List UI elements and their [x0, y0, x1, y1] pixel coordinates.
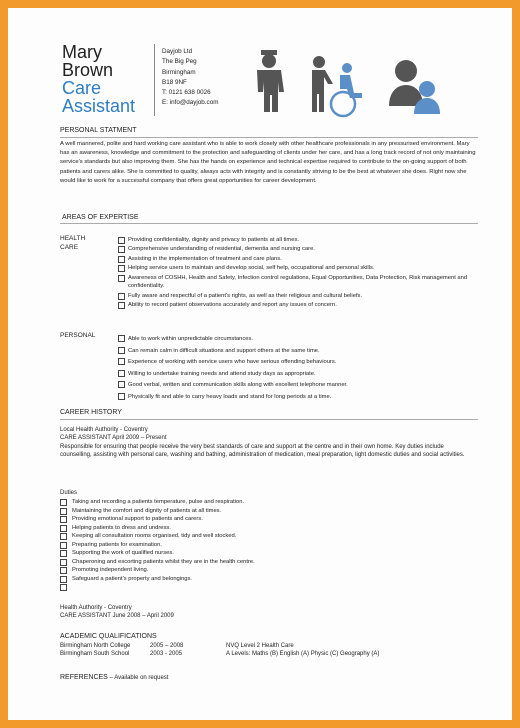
duties-list — [60, 498, 460, 591]
item-text: Helping service users to maintain and develop social, self help, occupational and personal skills. — [128, 265, 375, 272]
caregiver-wheelchair-icon — [309, 56, 367, 118]
checkbox-icon — [60, 533, 67, 540]
checkbox-icon — [118, 293, 125, 300]
item-text: Supporting the work of qualified nurses. — [72, 550, 174, 556]
personal-statement-text: A well mannered, polite and hard working care assistant who is able to work closely with other healthcare professionals in any pressurised environment. Mary has an awareness, knowledge and commitment to the protection and safeguarding of clients under her care, and has a long track record of not only maintaining service's standards but also improving them. She has the hands on experience and technical expertise required to contribute to the on-going support of both patients and carers alike. She is committed to quality, always acts with integrity and is constantly striving to be the best at whatever she does. Right now she would like to work for a successful company that offers great opportunities for career development. — [60, 141, 476, 184]
list-item — [60, 507, 460, 516]
checkbox-icon — [118, 393, 125, 400]
checkbox-icon — [60, 542, 67, 549]
checkbox-icon — [60, 559, 67, 566]
personal-label: PERSONAL — [60, 332, 96, 339]
checkbox-icon — [118, 246, 125, 253]
checkbox-icon — [60, 525, 67, 532]
item-text: Awareness of COSHH, Health and Safety, Infection control regulations, Equal Opportunities, Data Protection, Risk management and confidentiality. — [128, 274, 468, 289]
job-1 — [60, 426, 470, 460]
health-care-label — [60, 235, 85, 252]
item-text: Fully aware and respectful of a patient's rights, as well as their religious and cultural beliefs. — [128, 292, 363, 299]
checkbox-icon — [118, 347, 125, 354]
item-text: Experience of working with service users who have serious offending behaviours. — [128, 359, 337, 366]
candidate-name — [62, 43, 135, 115]
list-item — [118, 245, 468, 254]
item-text: Helping patients to dress and undress. — [72, 524, 171, 531]
checkbox-icon — [118, 237, 125, 244]
contact-line: E: info@dayjob.com — [162, 99, 219, 107]
checkbox-icon — [118, 302, 125, 309]
item-text: Physically fit and able to carry heavy loads and stand for long periods at a time. — [128, 393, 332, 400]
checkbox-icon — [60, 499, 67, 506]
nurse-icon — [251, 50, 287, 116]
checkbox-icon — [60, 508, 67, 515]
areas-of-expertise-heading: AREAS OF EXPERTISE — [62, 214, 139, 221]
qualification: A Levels: Maths (B) English (A) Physic (C) Geography (A) — [226, 651, 380, 658]
years: 2003 - 2005 — [150, 651, 183, 658]
checkbox-icon — [118, 358, 125, 365]
item-text: Maintaining the comfort and dignity of patients at all times. — [72, 507, 222, 514]
item-text: Keeping all consultation rooms organised, tidy and well stocked. — [72, 533, 237, 539]
list-item — [60, 532, 460, 541]
contact-line: Dayjob Ltd — [162, 48, 193, 55]
item-text: Assisting in the implementation of treatment and care plans. — [128, 255, 282, 262]
label-line: HEALTH — [60, 235, 86, 242]
header-divider — [154, 44, 155, 116]
checkbox-icon — [60, 567, 67, 574]
list-item — [118, 357, 468, 369]
checkbox-icon — [118, 335, 125, 342]
item-text: Preparing patients for examination. — [72, 541, 162, 548]
employer: Health Authority - Coventry — [60, 605, 132, 611]
job-title-dates: CARE ASSISTANT June 2008 – April 2009 — [60, 613, 174, 620]
item-text: Able to work within unpredictable circumstances. — [128, 336, 254, 342]
item-text: Good verbal, written and communication skills along with excellent telephone manner. — [128, 382, 348, 389]
contact-line: T: 0121 638 0026 — [162, 89, 211, 97]
list-item — [118, 369, 468, 381]
list-item — [60, 541, 460, 550]
item-text: Providing confidentiality, dignity and privacy to patients at all times. — [128, 237, 299, 243]
list-item — [60, 498, 460, 507]
resume-page — [8, 8, 512, 720]
checkbox-icon — [60, 550, 67, 557]
references-line — [60, 674, 168, 682]
job-description: Responsible for ensuring that people receive the very best standards of care and support at the centre and in their own home. Key duties include counselling, assisting with personal care, washing and bathing, administration of medication, meal preparation, light domestic duties and social activities. — [60, 443, 465, 459]
list-item — [118, 264, 468, 273]
contact-line: B18 9NF — [162, 78, 187, 86]
first-name: Mary — [62, 42, 102, 62]
checkbox-icon — [118, 265, 125, 272]
item-text: Comprehensive understanding of residential, dementia and nursing care. — [128, 246, 315, 253]
section-divider — [60, 137, 478, 138]
list-item — [118, 292, 468, 301]
qualifications-table — [60, 642, 460, 659]
item-text: Chaperoning and escorting patients whilst they are in the health centre. — [72, 558, 255, 565]
role-line-1: Care — [62, 78, 102, 98]
item-text: Providing emotional support to patients and carers. — [72, 516, 203, 522]
list-item — [60, 575, 460, 584]
checkbox-icon — [118, 381, 125, 388]
job-title-dates: CARE ASSISTANT April 2009 – Present — [60, 435, 167, 442]
list-item — [60, 566, 460, 575]
personal-list — [118, 334, 468, 404]
checkbox-icon — [118, 370, 125, 377]
health-care-list — [118, 236, 468, 310]
references-heading: REFERENCES — [60, 674, 108, 681]
years: 2005 – 2008 — [150, 643, 184, 649]
section-divider — [60, 223, 478, 224]
list-item — [118, 346, 468, 358]
item-text: Can remain calm in difficult situations and support others at the same time. — [128, 347, 320, 354]
role-line-2: Assistant — [62, 96, 136, 116]
job-2 — [60, 604, 174, 621]
checkbox-icon — [60, 584, 67, 591]
list-item — [60, 515, 460, 524]
section-divider — [60, 419, 478, 420]
duties-label: Duties — [60, 490, 78, 496]
list-item — [118, 274, 468, 290]
checkbox-icon — [60, 576, 67, 583]
qualification-row — [60, 642, 460, 650]
item-text: Taking and recording a patients temperature, pulse and respiration. — [72, 499, 245, 505]
item-text: Safeguard a patient's property and belongings. — [72, 575, 193, 582]
users-icon — [389, 58, 445, 114]
contact-block — [162, 47, 218, 109]
checkbox-icon — [60, 516, 67, 523]
list-item — [118, 301, 468, 310]
academic-qualifications-heading: ACADEMIC QUALIFICATIONS — [60, 633, 157, 640]
item-text: Ability to record patient observations accurately and report any issues of concern. — [128, 302, 337, 309]
employer: Local Health Authority - Coventry — [60, 427, 148, 433]
list-item — [60, 524, 460, 533]
list-item — [118, 392, 468, 404]
career-history-heading: CAREER HISTORY — [60, 409, 122, 416]
item-text: Willing to undertake training needs and attend study days as appropriate. — [128, 370, 316, 377]
label-line: CARE — [60, 243, 79, 251]
contact-line: Birmingham — [162, 68, 196, 76]
checkbox-icon — [118, 256, 125, 263]
personal-statement-heading: PERSONAL STATMENT — [60, 127, 137, 134]
qualification: NVQ Level 2 Health Care — [226, 643, 294, 649]
list-item — [118, 334, 468, 346]
list-item — [60, 583, 460, 591]
item-text: Promoting independent living. — [72, 567, 149, 573]
contact-line: The Big Peg — [162, 58, 197, 66]
list-item — [118, 236, 468, 245]
list-item — [60, 558, 460, 567]
school: Birmingham South School — [60, 651, 130, 658]
checkbox-icon — [118, 275, 125, 282]
qualification-row — [60, 650, 460, 658]
last-name: Brown — [62, 60, 114, 80]
list-item — [118, 380, 468, 392]
list-item — [118, 255, 468, 264]
list-item — [60, 549, 460, 558]
school: Birmingham North College — [60, 643, 131, 649]
references-text: – Available on request — [109, 675, 169, 681]
